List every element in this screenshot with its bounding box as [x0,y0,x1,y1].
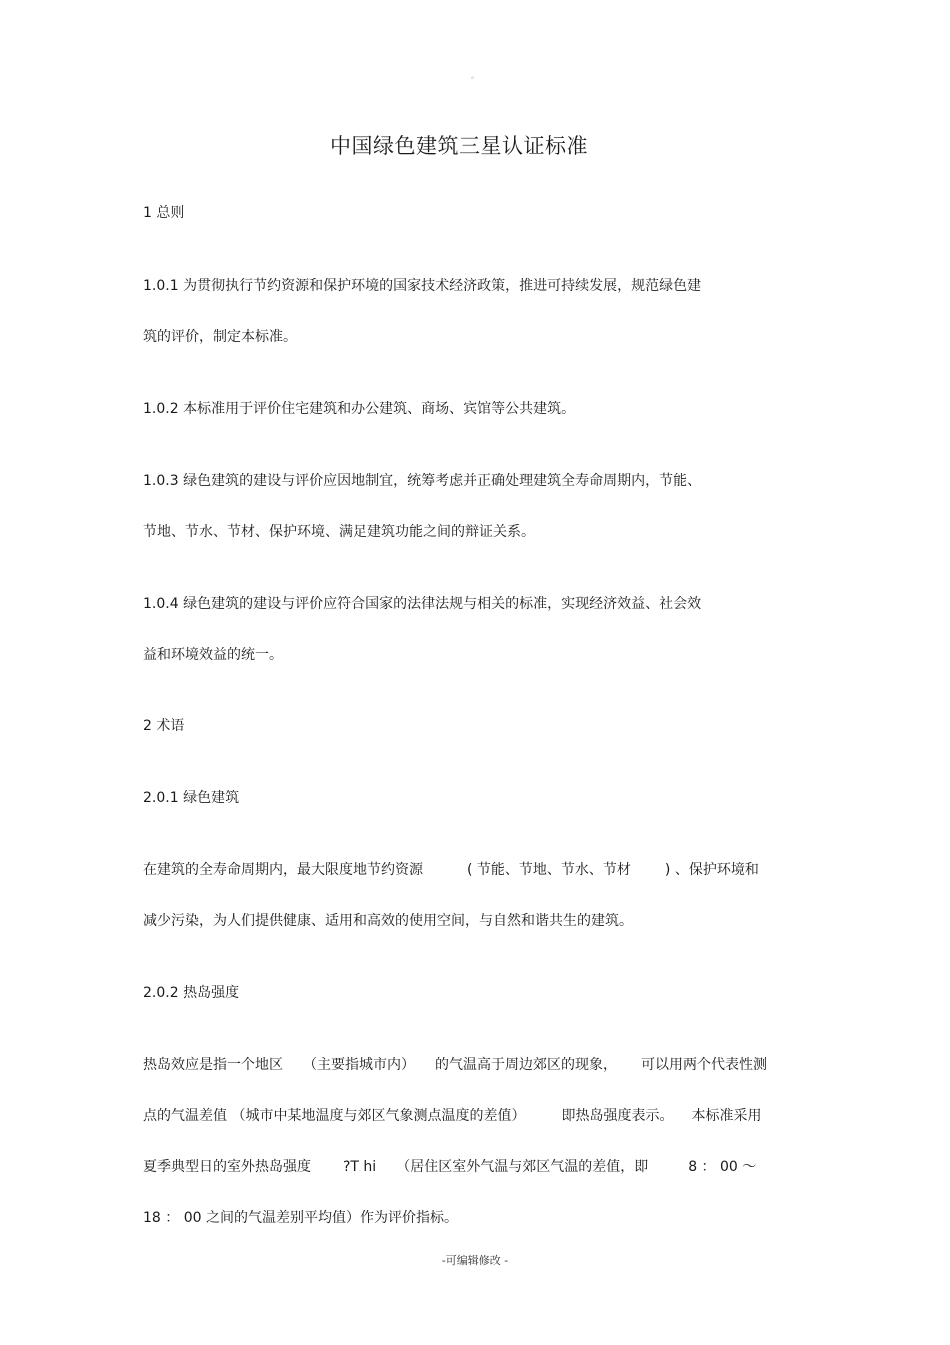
term-2-0-2-line-2 [143,1106,761,1126]
term-2-0-2-line-1-part-d: 可以用两个代表性测 [641,1057,767,1073]
clause-1-0-1-line-1: 1.0.1 为贯彻执行节约资源和保护环境的国家技术经济政策，推进可持续发展，规范绿色建 [143,278,702,294]
term-2-0-2-line-3-part-d: 8 ： 00 ～ [688,1159,757,1175]
term-2-0-2-line-3-part-a: 夏季典型日的室外热岛强度 [143,1159,311,1175]
clause-1-0-4-line-2: 益和环境效益的统一。 [143,647,283,663]
term-2-0-1-line-2: 减少污染，为人们提供健康、适用和高效的使用空间，与自然和谐共生的建筑。 [143,913,633,929]
term-2-0-1-line-1-part-a: 在建筑的全寿命周期内，最大限度地节约资源 [143,862,423,878]
term-2-0-2-line-2-part-b: 即热岛强度表示。 [561,1108,674,1124]
term-2-0-1-line-1-part-b: ( 节能、节地、节水、节材 [467,862,631,878]
term-2-0-2-line-3-part-c: （居住区室外气温与郊区气温的差值，即 [396,1159,649,1175]
term-2-0-2-line-1 [143,1055,767,1075]
header-mark: 。 [471,71,479,80]
term-2-0-2-line-1-part-c: 的气温高于周边郊区的现象， [435,1057,617,1073]
term-2-0-2-line-1-part-a: 热岛效应是指一个地区 [143,1057,283,1073]
clause-1-0-4-line-1: 1.0.4 绿色建筑的建设与评价应符合国家的法律法规与相关的标准，实现经济效益、社会效 [143,596,702,612]
clause-1-0-3-line-1: 1.0.3 绿色建筑的建设与评价应因地制宜，统筹考虑并正确处理建筑全寿命周期内，节能、 [143,473,702,489]
term-2-0-1-line-1-part-c: ) 、保护环境和 [664,862,759,878]
term-2-0-2-line-3 [143,1157,756,1177]
page-title: 中国绿色建筑三星认证标准 [330,134,588,158]
section-2-heading: 2 术语 [143,718,185,734]
term-2-0-2-line-2-part-c: 本标准采用 [691,1108,762,1124]
clause-1-0-1-line-2: 筑的评价，制定本标准。 [143,329,297,345]
clause-1-0-3-line-2: 节地、节水、节材、保护环境、满足建筑功能之间的辩证关系。 [143,524,535,540]
section-1-heading: 1 总则 [143,205,185,221]
term-2-0-2-line-4: 18 ： 00 之间的气温差别平均值）作为评价指标。 [143,1210,458,1226]
clause-1-0-2-line-1: 1.0.2 本标准用于评价住宅建筑和办公建筑、商场、宾馆等公共建筑。 [143,401,576,417]
term-2-0-1-heading: 2.0.1 绿色建筑 [143,790,240,806]
term-2-0-1-line-1 [143,860,759,880]
term-2-0-2-line-3-part-b: ?T hi [343,1159,377,1175]
term-2-0-2-heading: 2.0.2 热岛强度 [143,985,240,1001]
term-2-0-2-line-2-part-a: 点的气温差值 （城市中某地温度与郊区气象测点温度的差值） [143,1108,526,1124]
term-2-0-2-line-1-part-b: （主要指城市内） [303,1057,415,1073]
page-footer: -可编辑修改 - [441,1254,509,1267]
